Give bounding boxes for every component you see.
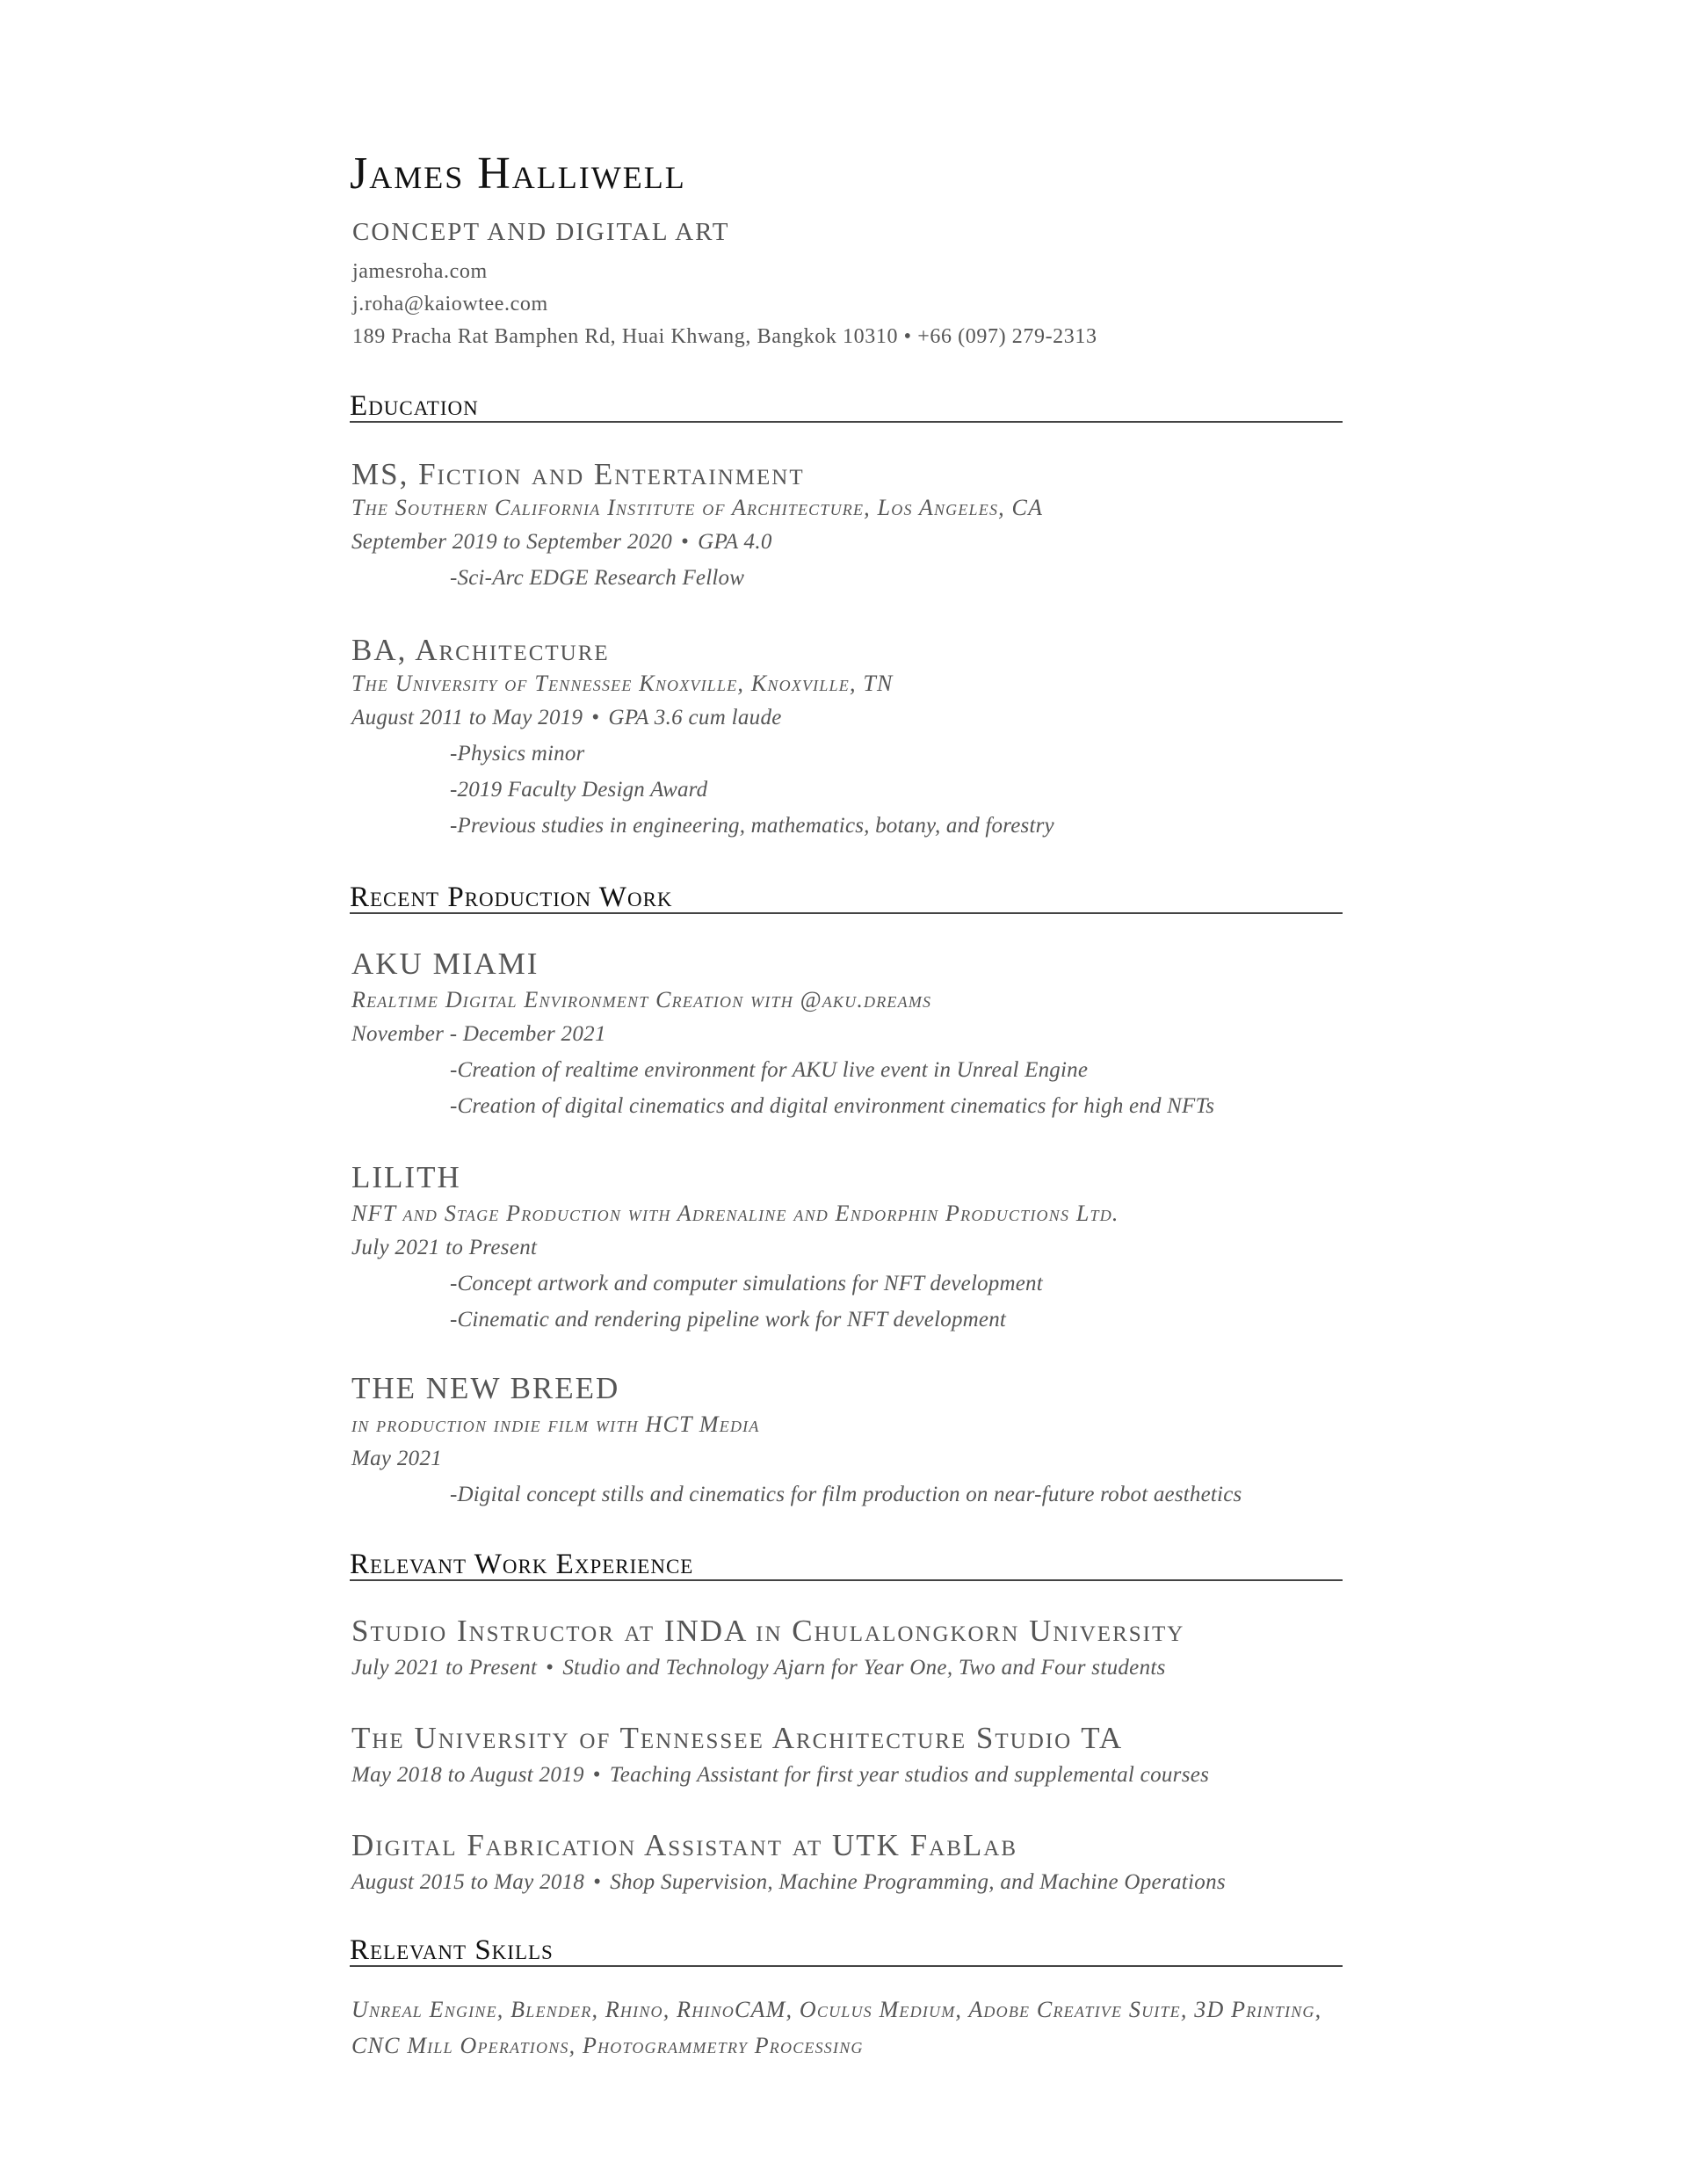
project-title: LILITH bbox=[351, 1160, 461, 1194]
job-description: Teaching Assistant for first year studios and supplemental courses bbox=[609, 1763, 1210, 1787]
separator-dot: • bbox=[591, 706, 600, 729]
separator-dot: • bbox=[546, 1656, 554, 1680]
list-item: -Creation of realtime environment for AKU live event in Unreal Engine bbox=[450, 1058, 1089, 1082]
separator-dot: • bbox=[681, 530, 690, 554]
project-role: in production indie film with HCT Media bbox=[351, 1411, 760, 1437]
school-name: The University of Tennessee Knoxville, Knoxville, TN bbox=[351, 671, 894, 696]
project-role: Realtime Digital Environment Creation with @aku.dreams bbox=[351, 987, 932, 1012]
dates-text: August 2011 to May 2019 bbox=[351, 706, 583, 729]
project-dates: July 2021 to Present bbox=[351, 1236, 538, 1259]
school-name: The Southern California Institute of Architecture, Los Angeles, CA bbox=[351, 495, 1044, 520]
job-details bbox=[351, 1870, 1226, 1895]
list-item: -Sci-Arc EDGE Research Fellow bbox=[450, 566, 745, 590]
email-link[interactable]: j.roha@kaiowtee.com bbox=[352, 293, 548, 316]
job-details bbox=[351, 1763, 1209, 1788]
degree-dates bbox=[351, 706, 782, 730]
job-title: Studio Instructor at INDA in Chulalongkorn University bbox=[351, 1614, 1185, 1648]
job-description: Shop Supervision, Machine Programming, and Machine Operations bbox=[610, 1870, 1226, 1894]
degree-title: BA, Architecture bbox=[351, 633, 610, 667]
resume-name: James Halliwell bbox=[350, 149, 686, 199]
degree-title: MS, Fiction and Entertainment bbox=[351, 457, 805, 491]
separator-dot: • bbox=[592, 1763, 601, 1787]
list-item: -2019 Faculty Design Award bbox=[450, 778, 708, 802]
project-title: THE NEW BREED bbox=[351, 1371, 620, 1405]
gpa-text: GPA 4.0 bbox=[698, 530, 772, 554]
resume-subtitle: CONCEPT AND DIGITAL ART bbox=[352, 218, 730, 246]
project-dates: May 2021 bbox=[351, 1447, 443, 1470]
separator-dot: • bbox=[593, 1870, 602, 1894]
list-item: -Previous studies in engineering, mathematics, botany, and forestry bbox=[450, 814, 1054, 838]
dates-text: September 2019 to September 2020 bbox=[351, 530, 673, 554]
address-phone: 189 Pracha Rat Bamphen Rd, Huai Khwang, Bangkok 10310 • +66 (097) 279-2313 bbox=[352, 325, 1097, 348]
list-item: -Cinematic and rendering pipeline work for NFT development bbox=[450, 1308, 1007, 1331]
website-link[interactable]: jamesroha.com bbox=[352, 260, 488, 283]
list-item: -Digital concept stills and cinematics for film production on near-future robot aesthetics bbox=[450, 1483, 1242, 1506]
list-item: -Creation of digital cinematics and digital environment cinematics for high end NFTs bbox=[450, 1094, 1215, 1118]
job-details bbox=[351, 1656, 1166, 1680]
section-title-education: Education bbox=[350, 393, 1343, 423]
dates-text: July 2021 to Present bbox=[351, 1656, 538, 1680]
job-title: Digital Fabrication Assistant at UTK FabLab bbox=[351, 1828, 1017, 1862]
gpa-text: GPA 3.6 cum laude bbox=[608, 706, 782, 729]
dates-text: August 2015 to May 2018 bbox=[351, 1870, 585, 1894]
list-item: -Concept artwork and computer simulations for NFT development bbox=[450, 1272, 1043, 1295]
project-title: AKU MIAMI bbox=[351, 947, 539, 981]
job-title: The University of Tennessee Architecture Studio TA bbox=[351, 1721, 1124, 1755]
project-role: NFT and Stage Production with Adrenaline and Endorphin Productions Ltd. bbox=[351, 1201, 1119, 1226]
list-item: -Physics minor bbox=[450, 742, 585, 765]
section-title-production: Recent Production Work bbox=[350, 884, 1343, 914]
section-title-experience: Relevant Work Experience bbox=[350, 1551, 1343, 1581]
job-description: Studio and Technology Ajarn for Year One, Two and Four students bbox=[562, 1656, 1166, 1680]
skills-list: Unreal Engine, Blender, Rhino, RhinoCAM, Oculus Medium, Adobe Creative Suite, 3D Printing, CNC Mill Operations, Photogrammetry Processing bbox=[351, 1997, 1322, 2058]
degree-dates bbox=[351, 530, 772, 555]
section-title-skills: Relevant Skills bbox=[350, 1937, 1343, 1967]
project-dates: November - December 2021 bbox=[351, 1022, 606, 1046]
dates-text: May 2018 to August 2019 bbox=[351, 1763, 584, 1787]
